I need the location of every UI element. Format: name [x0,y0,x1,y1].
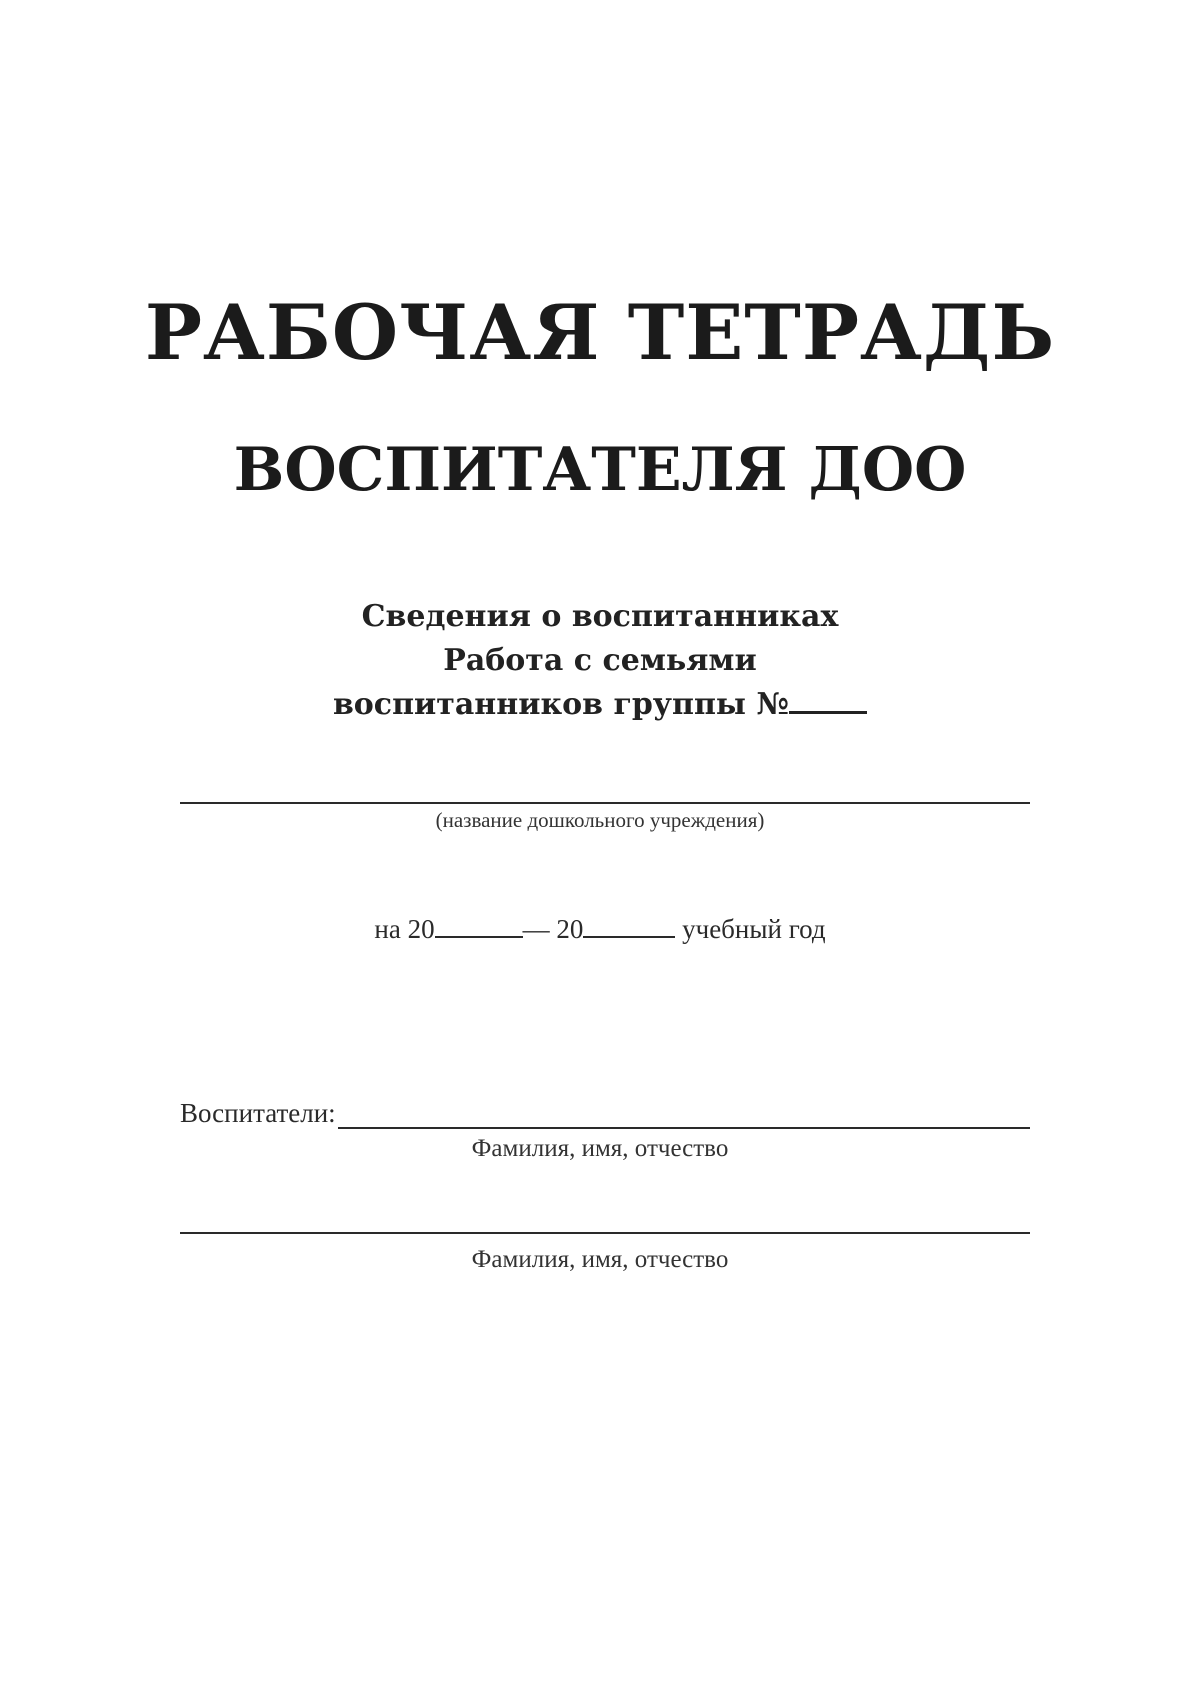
educator-2-line[interactable] [180,1232,1030,1234]
group-number-label: воспитанников группы № [332,687,790,722]
educator-2-caption: Фамилия, имя, отчество [471,1246,729,1273]
educators-row [180,1098,1030,1129]
year-dash: — 20 [522,914,584,944]
educator-1-caption: Фамилия, имя, отчество [471,1135,729,1162]
institution-name-line[interactable] [180,802,1030,804]
info-line-1: Сведения о воспитанниках [361,599,839,634]
institution-caption: (название дошкольного учреждения) [435,808,765,832]
year-start-blank[interactable] [435,914,523,938]
year-end-blank[interactable] [583,914,675,938]
educators-label: Воспитатели: [180,1098,336,1128]
year-prefix: на 20 [374,914,435,944]
info-block [0,595,1200,727]
year-suffix: учебный год [682,914,826,944]
document-title: РАБОЧАЯ ТЕТРАДЬ [144,288,1056,377]
educator-1-line[interactable] [338,1101,1030,1129]
group-number-blank[interactable] [789,687,867,714]
academic-year-line [0,914,1200,945]
info-line-3 [0,683,1200,727]
document-subtitle: ВОСПИТАТЕЛЯ ДОО [233,435,967,505]
info-line-2: Работа с семьями [443,643,757,678]
